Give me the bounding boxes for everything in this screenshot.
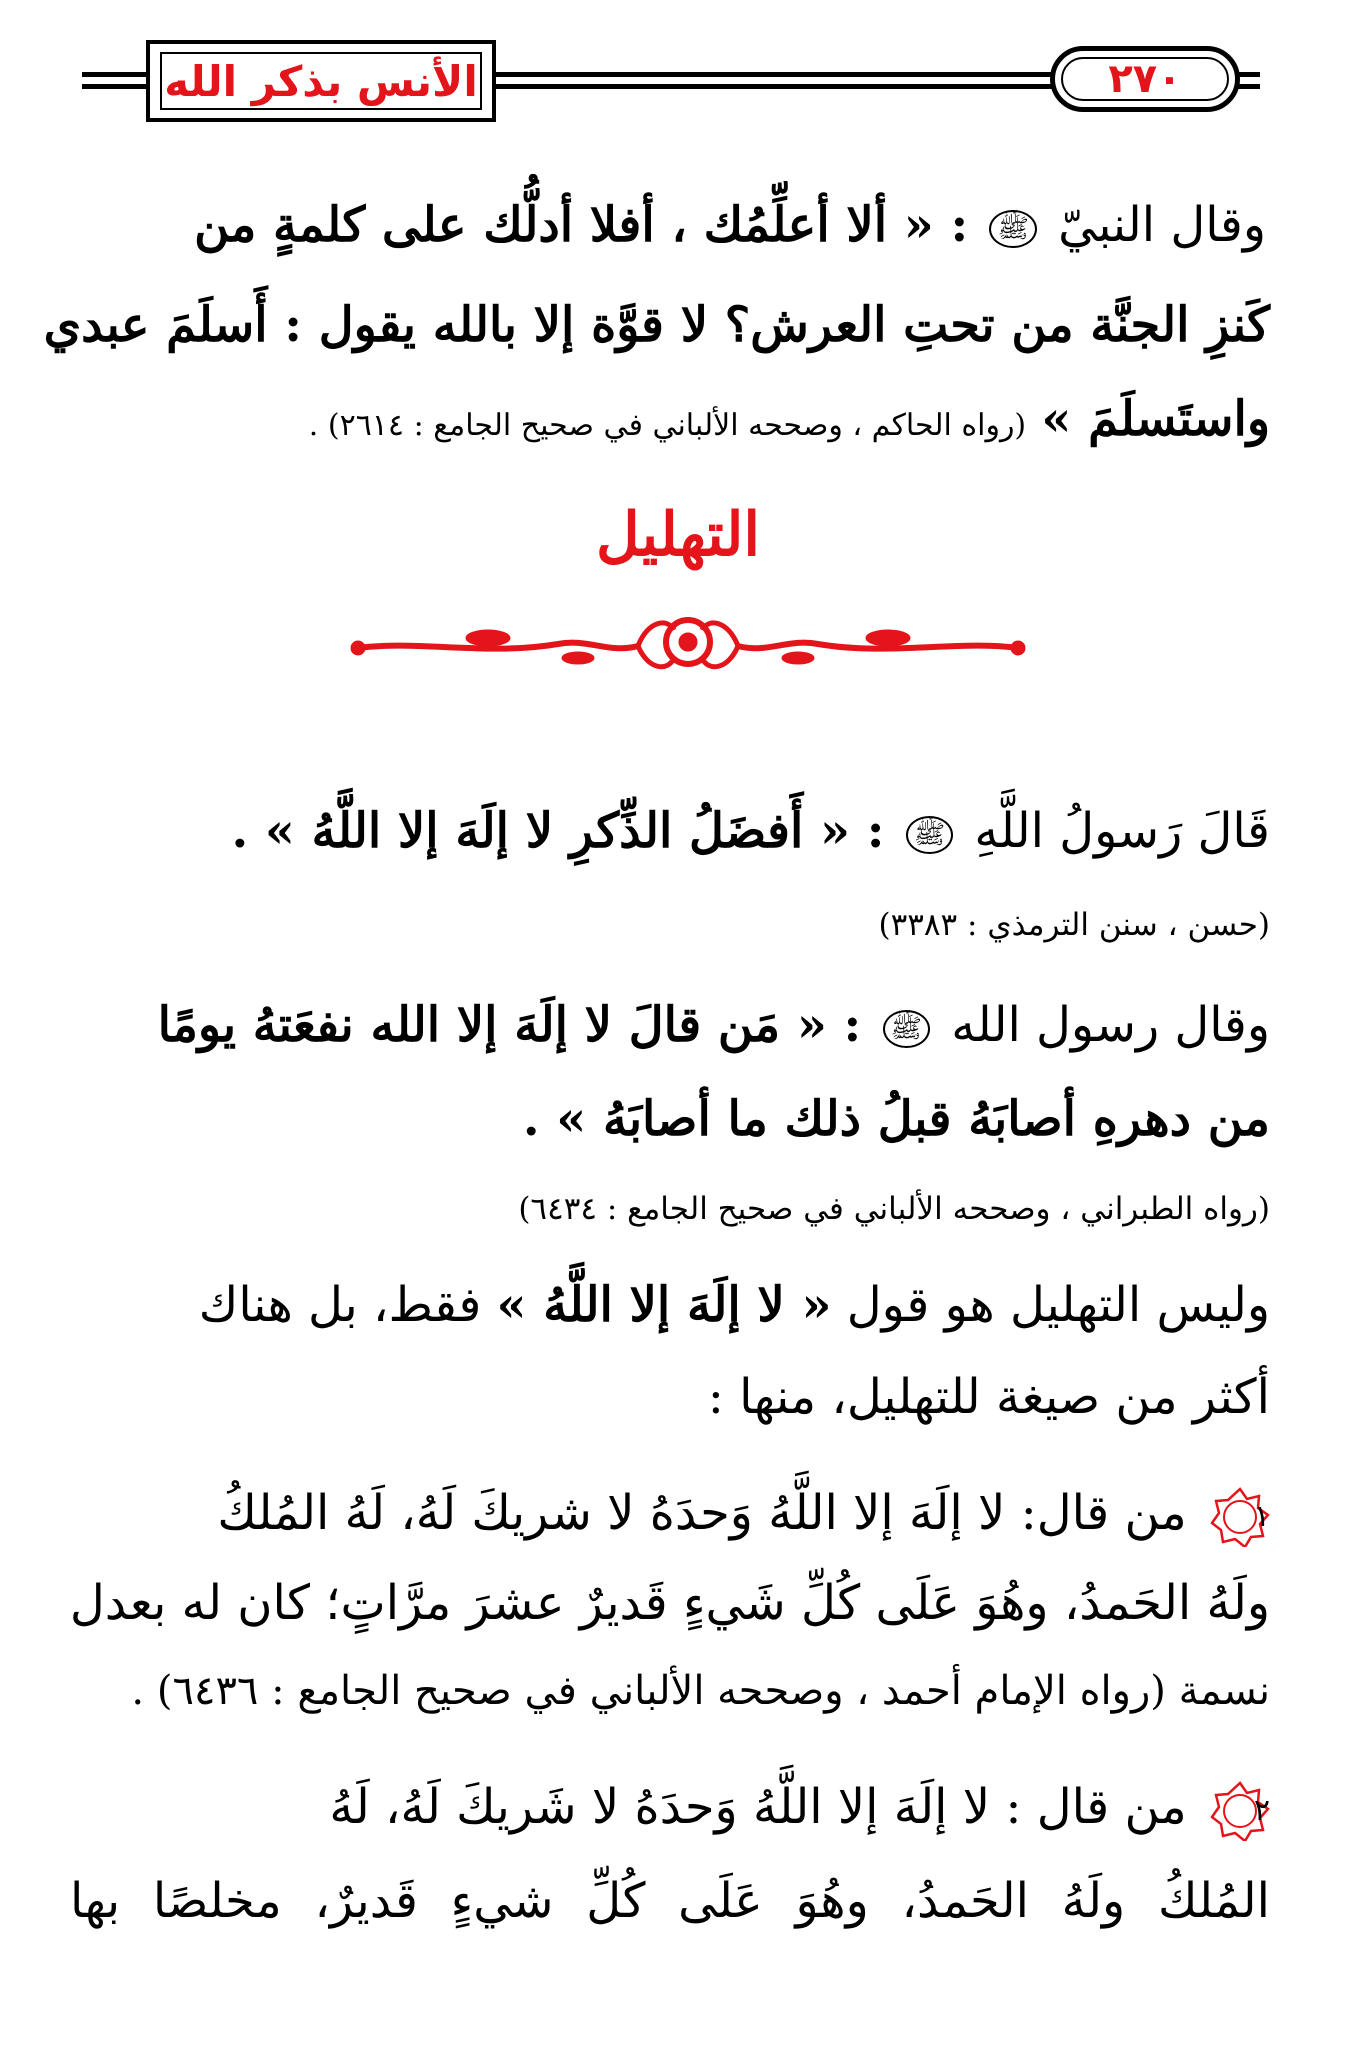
hadith1-quote-end: واستَسلَمَ » xyxy=(1041,391,1270,447)
explain-text-a: وليس التهليل هو قول xyxy=(846,1277,1270,1333)
explain-line2: أكثر من صيغة للتهليل، منها : xyxy=(707,1369,1270,1425)
hadith3-source: (رواه الطبراني ، وصححه الألباني في صحيح الجامع : ٦٤٣٤) xyxy=(518,1191,1270,1227)
book-title-frame xyxy=(146,40,496,122)
item1-line3: نسمة (رواه الإمام أحمد ، وصححه الألباني في صحيح الجامع : ٦٤٣٦) . xyxy=(131,1668,1270,1714)
numbered-star-badge-icon xyxy=(1210,1781,1270,1841)
salawat-icon: ﷺ xyxy=(989,210,1036,248)
hadith1-line1 xyxy=(86,190,1266,260)
hadith3-intro: وقال رسول الله xyxy=(951,997,1270,1053)
page-number-frame xyxy=(1050,46,1240,112)
item1-line1 xyxy=(70,1478,1270,1548)
item2-line2: المُلكُ ولَهُ الحَمدُ، وهُوَ عَلَى كُلِّ شيءٍ قَديرٌ، مخلصًا بها xyxy=(70,1873,1270,1929)
hadith2-quote: : « أَفضَلُ الذِّكرِ لا إلَهَ إلا اللَّهُ » . xyxy=(231,803,885,859)
explain-text-b: فقط، بل هناك xyxy=(198,1277,482,1333)
hadith1-source: (رواه الحاكم ، وصححه الألباني في صحيح الجامع : ٢٦١٤) . xyxy=(308,408,1027,443)
item2-line1 xyxy=(70,1772,1270,1842)
hadith1-intro: وقال النبيّ xyxy=(1058,197,1266,253)
explain-line1 xyxy=(70,1270,1270,1340)
numbered-star-badge-icon xyxy=(1210,1487,1270,1547)
page-number: ٢٧٠ xyxy=(1108,56,1182,102)
hadith3-line1 xyxy=(70,990,1270,1060)
ornament-divider-icon xyxy=(338,600,1038,680)
hadith3-line2: من دهرهِ أصابَهُ قبلُ ذلك ما أصابَهُ » . xyxy=(522,1091,1270,1147)
book-title: الأنس بذكر الله xyxy=(164,56,478,106)
item1-number: ١ xyxy=(1253,1498,1270,1534)
item2-text1: من قال : لا إلَهَ إلا اللَّهُ وَحدَهُ لا شَريكَ لَهُ، لَهُ xyxy=(329,1779,1187,1835)
salawat-icon: ﷺ xyxy=(906,816,953,854)
item1-line2: ولَهُ الحَمدُ، وهُوَ عَلَى كُلِّ شَيءٍ قَديرٌ عشرَ مرَّاتٍ؛ كان له بعدل xyxy=(69,1575,1270,1631)
explain-bold: « لا إلَهَ إلا اللَّهُ » xyxy=(496,1277,832,1333)
hadith2-intro: قَالَ رَسولُ اللَّهِ xyxy=(974,803,1270,859)
item1-text1: من قال: لا إلَهَ إلا اللَّهُ وَحدَهُ لا شريكَ لَهُ، لَهُ المُلكُ xyxy=(217,1485,1187,1541)
hadith2-source: (حسن ، سنن الترمذي : ٣٣٨٣) xyxy=(878,907,1270,943)
hadith1-quote-start: : « ألا أعلِّمُك ، أفلا أدلُّك على كلمةٍ من xyxy=(194,197,969,253)
hadith3-quote-start: : « مَن قالَ لا إلَهَ إلا الله نفعَتهُ يومًا xyxy=(157,997,862,1053)
hadith1-line3 xyxy=(70,384,1270,461)
hadith2-line xyxy=(70,796,1270,866)
item2-number: ٢ xyxy=(1253,1792,1270,1828)
hadith1-line2: كَنزِ الجنَّة من تحتِ العرش؟ لا قوَّة إلا بالله يقول : أَسلَمَ عبدي xyxy=(43,297,1270,353)
section-title: التهليل xyxy=(595,500,761,570)
salawat-icon: ﷺ xyxy=(883,1010,930,1048)
